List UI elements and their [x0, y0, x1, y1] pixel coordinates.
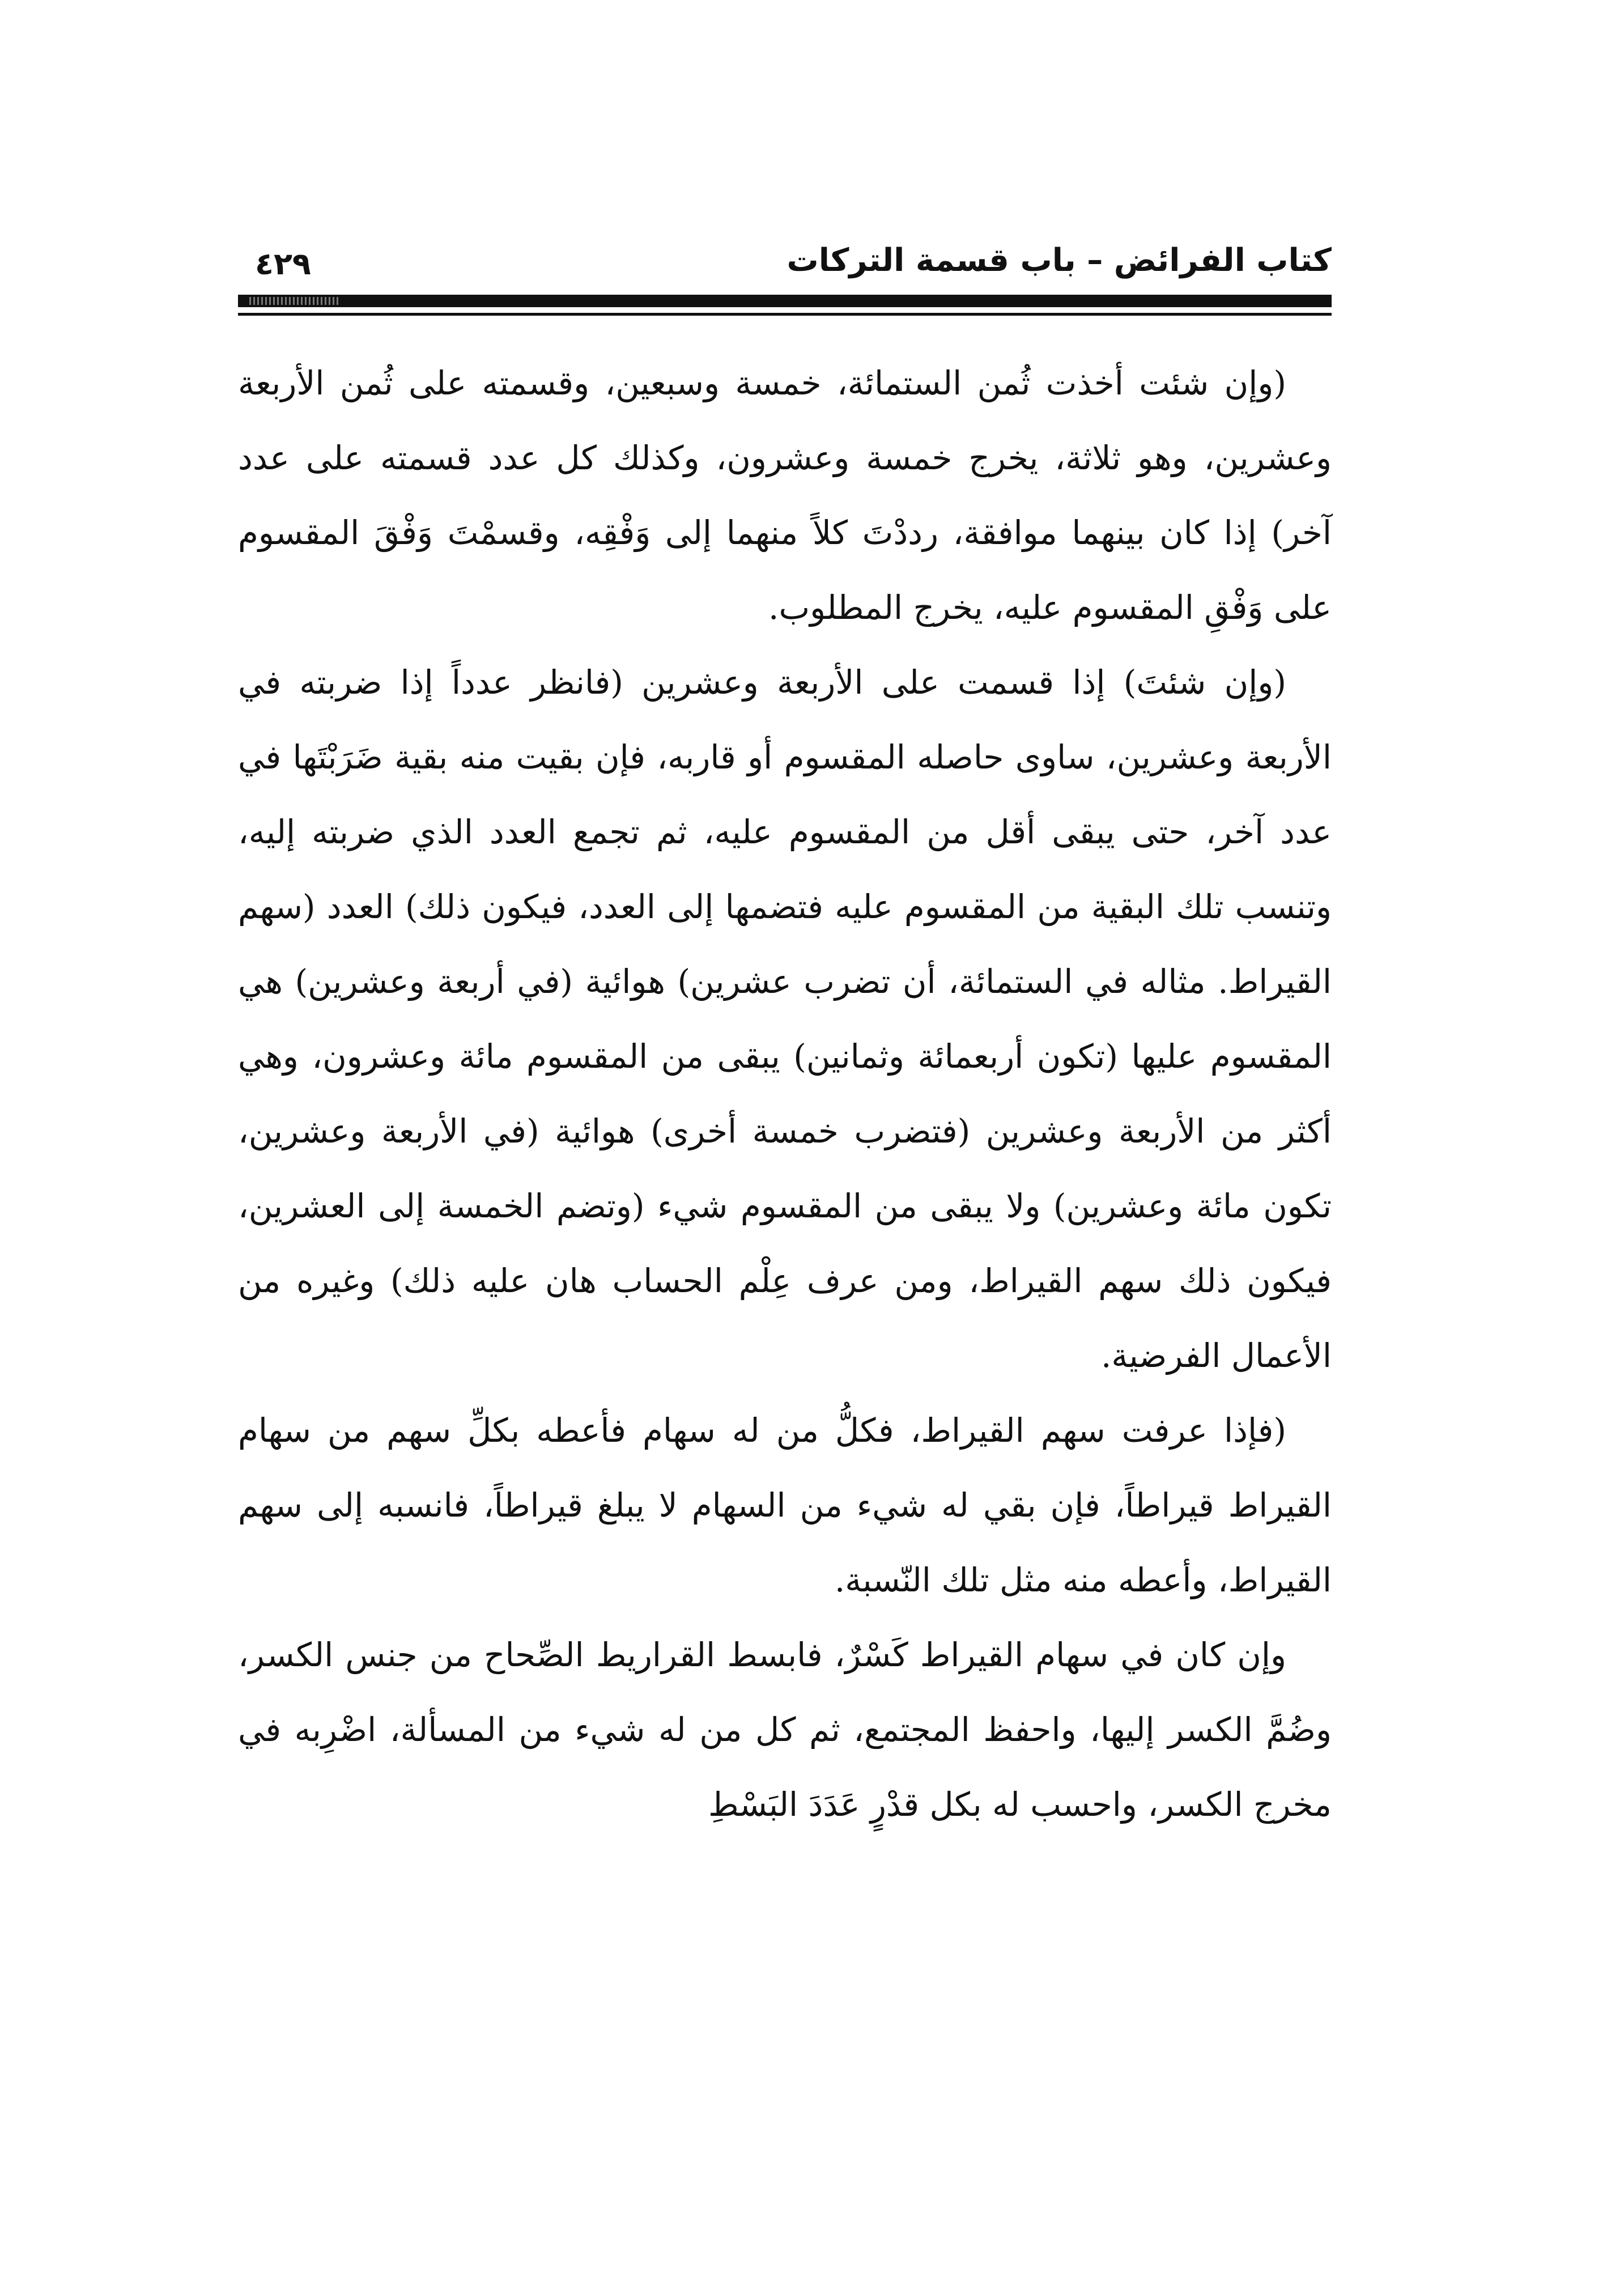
page-body	[238, 346, 1332, 1842]
paragraph-1: (وإن شئت أخذت ثُمن الستمائة، خمسة وسبعين، وقسمته على ثُمن الأربعة وعشرين، وهو ثلاثة، يخرج خمسة وعشرون، وكذلك كل عدد قسمته على عدد آخر) إذا كان بينهما موافقة، رددْتَ كلاً منهما إلى وَفْقِه، وقسمْتَ وَفْقَ المقسوم على وَفْقِ المقسوم عليه، يخرج المطلوب.	[238, 364, 1332, 627]
header-rule-thick	[238, 295, 1332, 307]
header-rule-ornament	[249, 297, 340, 305]
page-number: ٤٢٩	[255, 246, 311, 282]
paragraph-2: (وإن شئتَ) إذا قسمت على الأربعة وعشرين (فانظر عدداً إذا ضربته في الأربعة وعشرين، ساوى حاصله المقسوم أو قاربه، فإن بقيت منه بقية ضَرَبْتَها في عدد آخر، حتى يبقى أقل من المقسوم عليه، ثم تجمع العدد الذي ضربته إليه، وتنسب تلك البقية من المقسوم عليه فتضمها إلى العدد، فيكون ذلك) العدد (سهم القيراط. مثاله في الستمائة، أن تضرب عشرين) هوائية (في أربعة وعشرين) هي المقسوم عليها (تكون أربعمائة وثمانين) يبقى من المقسوم مائة وعشرون، وهي أكثر من الأربعة وعشرين (فتضرب خمسة أخرى) هوائية (في الأربعة وعشرين، تكون مائة وعشرين) ولا يبقى من المقسوم شيء (وتضم الخمسة إلى العشرين، فيكون ذلك سهم القيراط، ومن عرف عِلْم الحساب هان عليه ذلك) وغيره من الأعمال الفرضية.	[238, 663, 1332, 1375]
header-title: كتاب الفرائض – باب قسمة التركات	[787, 242, 1332, 279]
paragraph-4: وإن كان في سهام القيراط كَسْرٌ، فابسط القراريط الصِّحاح من جنس الكسر، وضُمَّ الكسر إليها، واحفظ المجتمع، ثم كل من له شيء من المسألة، اضْرِبه في مخرج الكسر، واحسب له بكل قدْرٍ عَدَدَ البَسْطِ	[238, 1636, 1332, 1824]
paragraph-3: (فإذا عرفت سهم القيراط، فكلُّ من له سهام فأعطه بكلِّ سهم من سهام القيراط قيراطاً، فإن بقي له شيء من السهام لا يبلغ قيراطاً، فانسبه إلى سهم القيراط، وأعطه منه مثل تلك النّسبة.	[238, 1411, 1332, 1599]
header-rule-thin	[238, 313, 1332, 316]
running-header	[238, 238, 1332, 283]
